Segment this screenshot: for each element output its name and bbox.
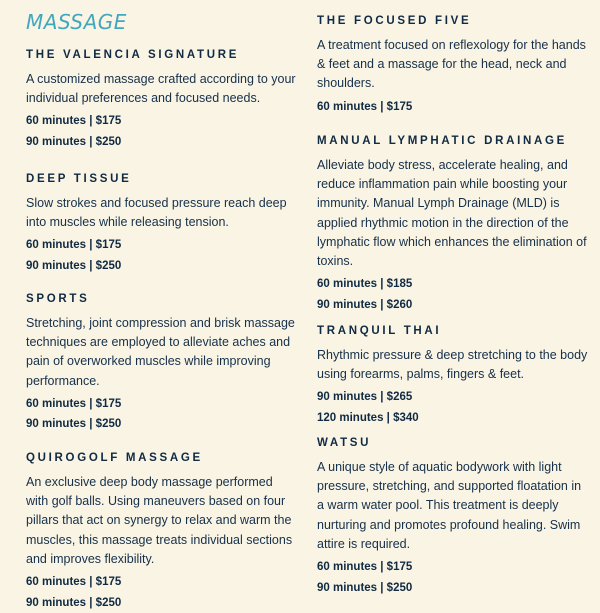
price-option: 90 minutes | $250 <box>26 135 122 148</box>
price-option: 90 minutes | $250 <box>26 418 122 431</box>
price-option: 60 minutes | $175 <box>26 576 122 589</box>
price-option: 60 minutes | $175 <box>26 397 122 410</box>
service-description: Stretching, joint compression and brisk massage techniques are employed to alleviate aches and pain of overworked muscles while improving performance. <box>26 316 295 388</box>
price-option: 60 minutes | $175 <box>26 239 122 252</box>
price-option: 90 minutes | $250 <box>317 581 413 594</box>
service-deep-tissue <box>26 172 298 276</box>
service-description: A unique style of aquatic bodywork with light pressure, stretching, and supported floatation in a warm water pool. This treatment is deeply nurturing and promotes profound healing. Swim attire is required. <box>317 460 582 551</box>
service-name: TRANQUIL THAI <box>317 325 442 337</box>
service-description: Slow strokes and focused pressure reach deep into muscles while releasing tension. <box>26 196 287 230</box>
price-option: 60 minutes | $175 <box>317 561 413 574</box>
price-option: 90 minutes | $265 <box>317 391 413 404</box>
service-sports <box>26 292 298 435</box>
service-watsu <box>317 436 589 598</box>
service-name: DEEP TISSUE <box>26 173 132 185</box>
service-description: A customized massage crafted according to your individual preferences and focused needs. <box>26 72 296 106</box>
service-name: SPORTS <box>26 293 90 305</box>
service-description: Rhythmic pressure & deep stretching to the body using forearms, palms, fingers & feet. <box>317 348 588 382</box>
service-name: MANUAL LYMPHATIC DRAINAGE <box>317 135 568 147</box>
service-manual-lymphatic-drainage <box>317 134 589 315</box>
service-valencia-signature <box>26 48 298 152</box>
price-option: 120 minutes | $340 <box>317 411 419 424</box>
service-name: WATSU <box>317 437 372 449</box>
service-description: An exclusive deep body massage performed with golf balls. Using maneuvers based on four pillars that act on synergy to relax and warm the muscles, this massage treats individual sections and improves flexibility. <box>26 475 293 566</box>
service-name: THE FOCUSED FIVE <box>317 15 472 27</box>
service-focused-five <box>317 14 589 117</box>
price-option: 60 minutes | $175 <box>26 115 122 128</box>
price-option: 90 minutes | $260 <box>317 298 413 311</box>
service-name: QUIROGOLF MASSAGE <box>26 452 203 464</box>
price-option: 60 minutes | $175 <box>317 100 413 113</box>
service-description: Alleviate body stress, accelerate healing, and reduce inflammation pain while boosting your immunity. Manual Lymph Drainage (MLD) is applied rhythmic motion in the direction of the lymphatic flow which enhances the elimination of toxins. <box>317 158 587 269</box>
price-option: 90 minutes | $250 <box>26 259 122 272</box>
service-tranquil-thai <box>317 324 589 428</box>
price-option: 90 minutes | $250 <box>26 596 122 609</box>
section-title: MASSAGE <box>26 10 127 34</box>
service-name: THE VALENCIA SIGNATURE <box>26 49 240 61</box>
price-option: 60 minutes | $185 <box>317 278 413 291</box>
service-quirogolf-massage <box>26 451 298 613</box>
service-description: A treatment focused on reflexology for the hands & feet and a massage for the head, neck and shoulders. <box>317 38 586 91</box>
